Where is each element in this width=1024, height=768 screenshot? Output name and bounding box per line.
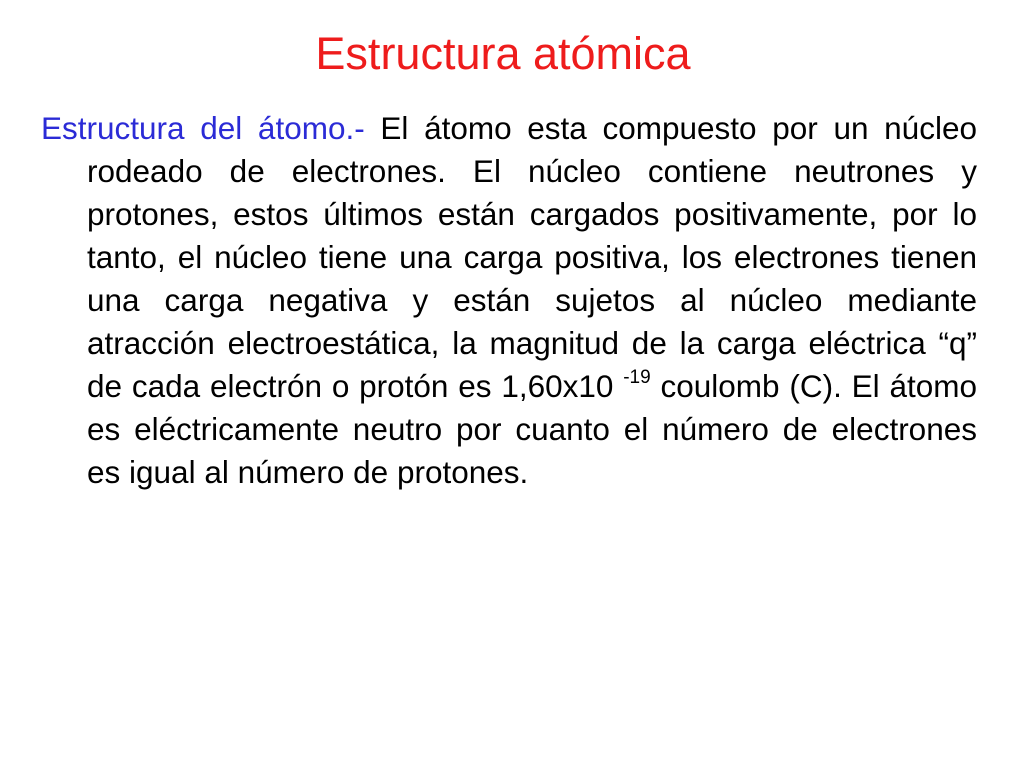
body-text-part-2: coulomb (C). El átomo es eléctricamente neutro por cuanto el número de electrones es igual al número de protones.	[87, 368, 978, 490]
slide-title: Estructura atómica	[315, 28, 691, 79]
section-lead: Estructura del átomo.-	[41, 110, 365, 146]
exponent: -19	[623, 367, 651, 388]
slide-body-paragraph	[41, 107, 977, 494]
body-text-part-1: El átomo esta compuesto por un núcleo rodeado de electrones. El núcleo contiene neutrones y protones, estos últimos están cargados positivamente, por lo tanto, el núcleo tiene una carga positiva, los electrones tienen una carga negativa y están sujetos al núcleo mediante atracción electroestática, la magnitud de la carga eléctrica “q” de cada electrón o protón es 1,60x10	[87, 110, 977, 404]
